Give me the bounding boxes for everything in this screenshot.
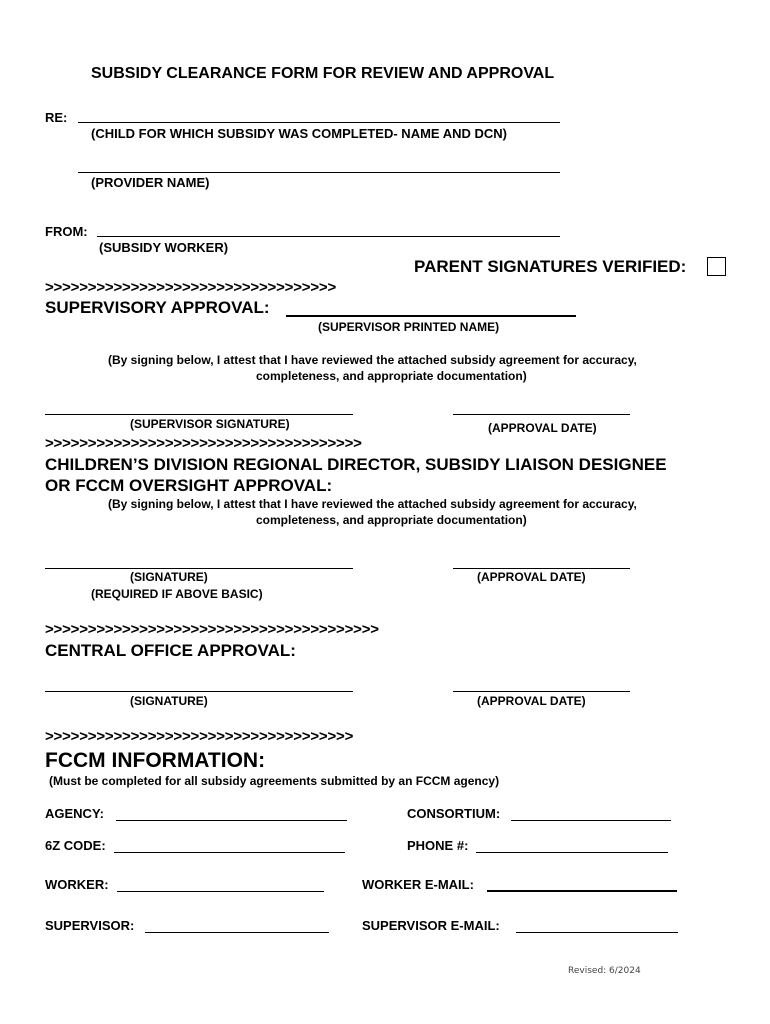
- regional-approval-date-line[interactable]: [453, 568, 630, 569]
- agency-input-line[interactable]: [116, 820, 347, 821]
- fccm-note: (Must be completed for all subsidy agreements submitted by an FCCM agency): [49, 774, 500, 788]
- section-divider-arrows: >>>>>>>>>>>>>>>>>>>>>>>>>>>>>>>>>>>>>: [45, 435, 362, 452]
- section-divider-arrows: >>>>>>>>>>>>>>>>>>>>>>>>>>>>>>>>>>>>>>>: [45, 621, 379, 638]
- supervisor-email-input-line[interactable]: [516, 932, 678, 933]
- central-signature-caption: (SIGNATURE): [130, 694, 208, 708]
- worker-email-label: WORKER E-MAIL:: [362, 877, 474, 892]
- 6z-code-input-line[interactable]: [114, 852, 345, 853]
- phone-label: PHONE #:: [407, 838, 469, 853]
- supervisor-signature-line[interactable]: [45, 414, 353, 415]
- worker-email-input-line[interactable]: [487, 890, 677, 892]
- regional-director-heading-line-2: OR FCCM OVERSIGHT APPROVAL:: [45, 476, 333, 495]
- attest-text-line-1: (By signing below, I attest that I have reviewed the attached subsidy agreement for accuracy,: [108, 353, 637, 367]
- revised-date: Revised: 6/2024: [568, 966, 641, 976]
- provider-caption: (PROVIDER NAME): [91, 175, 210, 190]
- fccm-information-heading: FCCM INFORMATION:: [45, 749, 266, 772]
- from-caption: (SUBSIDY WORKER): [99, 240, 229, 255]
- consortium-label: CONSORTIUM:: [407, 806, 501, 821]
- supervisory-approval-heading: SUPERVISORY APPROVAL:: [45, 298, 270, 317]
- phone-input-line[interactable]: [476, 852, 668, 853]
- provider-input-line[interactable]: [78, 172, 560, 173]
- attest-text-line-2: completeness, and appropriate documentation): [256, 369, 527, 383]
- central-approval-date-line[interactable]: [453, 691, 630, 692]
- regional-signature-caption: (SIGNATURE): [130, 570, 208, 584]
- central-office-heading: CENTRAL OFFICE APPROVAL:: [45, 641, 296, 660]
- supervisor-approval-date-line[interactable]: [453, 414, 630, 415]
- section-divider-arrows: >>>>>>>>>>>>>>>>>>>>>>>>>>>>>>>>>>>>: [45, 728, 354, 745]
- parent-signatures-label: PARENT SIGNATURES VERIFIED:: [414, 257, 687, 276]
- re-caption: (CHILD FOR WHICH SUBSIDY WAS COMPLETED- NAME AND DCN): [91, 126, 507, 141]
- 6z-code-label: 6Z CODE:: [45, 838, 106, 853]
- supervisor-printed-caption: (SUPERVISOR PRINTED NAME): [318, 320, 500, 334]
- supervisor-approval-date-caption: (APPROVAL DATE): [488, 421, 597, 435]
- regional-signature-line[interactable]: [45, 568, 353, 569]
- central-approval-date-caption: (APPROVAL DATE): [477, 694, 586, 708]
- consortium-input-line[interactable]: [511, 820, 671, 821]
- from-input-line[interactable]: [97, 236, 560, 237]
- from-label: FROM:: [45, 224, 88, 239]
- worker-label: WORKER:: [45, 877, 109, 892]
- attest-text-line-1: (By signing below, I attest that I have reviewed the attached subsidy agreement for accuracy,: [108, 497, 637, 511]
- supervisor-email-label: SUPERVISOR E-MAIL:: [362, 918, 500, 933]
- form-title: SUBSIDY CLEARANCE FORM FOR REVIEW AND APPROVAL: [91, 65, 555, 82]
- supervisor-label: SUPERVISOR:: [45, 918, 135, 933]
- supervisor-printed-name-line[interactable]: [286, 315, 576, 317]
- agency-label: AGENCY:: [45, 806, 104, 821]
- regional-approval-date-caption: (APPROVAL DATE): [477, 570, 586, 584]
- parent-signatures-checkbox[interactable]: [707, 257, 726, 276]
- attest-text-line-2: completeness, and appropriate documentation): [256, 513, 527, 527]
- section-divider-arrows: >>>>>>>>>>>>>>>>>>>>>>>>>>>>>>>>>>: [45, 279, 337, 296]
- supervisor-signature-caption: (SUPERVISOR SIGNATURE): [130, 417, 290, 431]
- central-signature-line[interactable]: [45, 691, 353, 692]
- supervisor-input-line[interactable]: [145, 932, 329, 933]
- worker-input-line[interactable]: [117, 891, 324, 892]
- re-input-line[interactable]: [78, 122, 560, 123]
- regional-director-heading-line-1: CHILDREN’S DIVISION REGIONAL DIRECTOR, SUBSIDY LIAISON DESIGNEE: [45, 455, 667, 474]
- re-label: RE:: [45, 110, 68, 125]
- required-if-above-basic-caption: (REQUIRED IF ABOVE BASIC): [91, 587, 263, 601]
